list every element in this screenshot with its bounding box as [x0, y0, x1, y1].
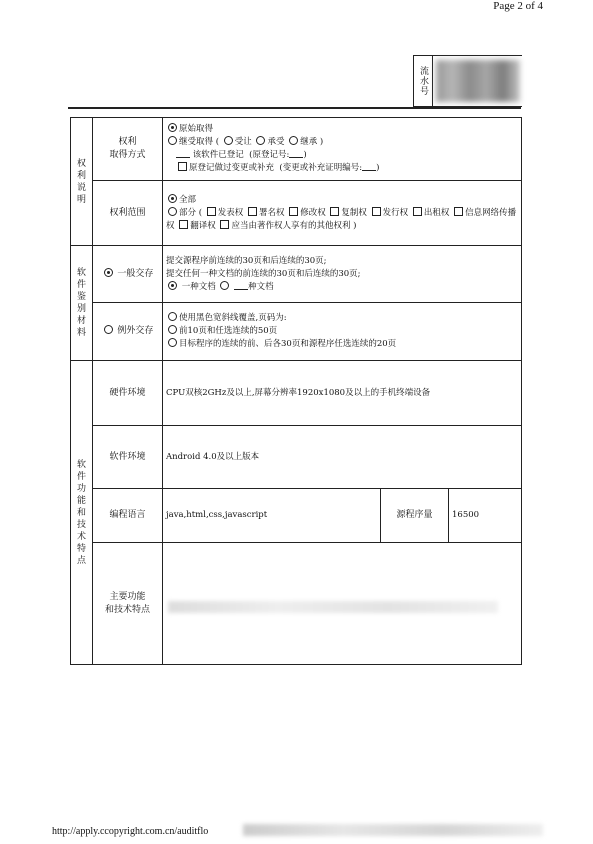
hardware-label: 硬件环境 — [93, 361, 163, 426]
registered-checkbox[interactable] — [176, 149, 190, 158]
exception-deposit-radio[interactable] — [104, 325, 113, 334]
inherit-radio[interactable] — [289, 136, 298, 145]
general-deposit-line2: 提交任何一种文档的前连续的30页和后连续的30页; — [166, 268, 361, 279]
scope-item-label: 应当由著作权人享有的其他权利 — [231, 220, 351, 231]
source-lines-label: 源程序量 — [381, 489, 449, 543]
general-deposit-row — [71, 246, 522, 303]
footer-url: http://apply.ccopyright.com.cn/auditflo — [52, 826, 209, 837]
exception-deposit-label-cell — [93, 303, 163, 361]
doc-one-radio[interactable] — [168, 281, 177, 290]
inherited-label: 继受取得 — [179, 137, 214, 147]
section-rights: 权利说明 — [71, 118, 93, 246]
registered-label: 该软件已登记 — [192, 150, 244, 160]
general-deposit-radio[interactable] — [104, 268, 113, 277]
scope-item-checkbox[interactable] — [207, 207, 216, 216]
scope-item-checkbox[interactable] — [330, 207, 339, 216]
section-materials: 软件鉴别材料 — [71, 246, 93, 361]
orig-reg-end: ) — [303, 150, 307, 160]
change-no-field[interactable] — [362, 162, 376, 171]
language-label: 编程语言 — [93, 489, 163, 543]
orig-reg-field[interactable] — [289, 149, 303, 158]
doc-kind-label: 种文档 — [248, 281, 274, 292]
footer-url-redacted — [243, 824, 543, 836]
hardware-value: CPU双核2GHz及以上,屏幕分辨率1920x1080及以上的手机终端设备 — [163, 361, 522, 426]
registration-form-table — [70, 117, 522, 665]
general-deposit-label-cell — [93, 246, 163, 303]
main-features-redacted — [168, 601, 498, 613]
language-row — [71, 489, 522, 543]
scope-item-checkbox[interactable] — [372, 207, 381, 216]
general-deposit-line1: 提交源程序前连续的30页和后连续的30页; — [166, 255, 327, 266]
assume-radio[interactable] — [256, 136, 265, 145]
exception-line1: 使用黑色宽斜线覆盖,页码为: — [179, 313, 287, 323]
scope-all-label: 全部 — [179, 194, 197, 205]
exception-deposit-label: 例外交存 — [117, 326, 154, 336]
exception-line2: 前10页和任选连续的50页 — [179, 326, 278, 336]
doc-one-label: 一种文档 — [181, 281, 216, 292]
original-label: 原始取得 — [179, 124, 214, 134]
scope-item-label: 出租权 — [423, 207, 450, 218]
scope-item-label: 修改权 — [300, 207, 326, 218]
doc-kind-radio[interactable] — [220, 281, 229, 290]
rights-acquisition-content: 原始取得 继受取得 ( 受让 承受 继承 ) 该软件已登记 (原登记号: ) 原登记做过变更或补充 (变更或补充证明编号: ) — [163, 118, 522, 181]
exception-line3: 目标程序的连续的前、后各30页和源程序任选连续的20页 — [179, 339, 397, 349]
exception-opt1-radio[interactable] — [168, 312, 177, 321]
change-no-label: (变更或补充证明编号: — [279, 163, 363, 173]
scope-item-checkbox[interactable] — [413, 207, 422, 216]
serial-number-redacted — [436, 60, 520, 102]
source-lines-value: 16500 — [449, 489, 522, 543]
exception-deposit-content — [163, 303, 522, 361]
rights-scope-label: 权利范围 — [93, 181, 163, 246]
rights-scope-content — [163, 181, 522, 246]
inherit-label: 继承 — [300, 137, 318, 147]
rights-acquisition-label: 权利 取得方式 — [93, 118, 163, 181]
scope-item-label: 发行权 — [382, 207, 409, 218]
scope-partial-radio[interactable] — [168, 207, 177, 216]
software-label: 软件环境 — [93, 426, 163, 489]
hardware-row — [71, 361, 522, 426]
assume-label: 承受 — [267, 137, 285, 147]
inherited-radio[interactable] — [168, 136, 177, 145]
scope-item-checkbox[interactable] — [289, 207, 298, 216]
rights-acquisition-row — [71, 118, 522, 181]
scope-paren-close: ) — [353, 220, 357, 231]
scope-item-label: 翻译权 — [190, 220, 216, 231]
serial-label: 流水号 — [414, 56, 433, 106]
transfer-label: 受让 — [234, 137, 252, 147]
scope-item-label: 复制权 — [341, 207, 367, 218]
header-rule — [68, 107, 521, 109]
main-features-label: 主要功能 和技术特点 — [93, 543, 163, 665]
doc-kind-field[interactable] — [234, 281, 248, 290]
scope-partial-label: 部分 — [179, 207, 197, 218]
exception-opt3-radio[interactable] — [168, 338, 177, 347]
general-deposit-content — [163, 246, 522, 303]
scope-item-label: 信息网络传播权 — [166, 207, 517, 231]
software-row — [71, 426, 522, 489]
changed-label: 原登记做过变更或补充 — [189, 163, 275, 173]
orig-reg-label: (原登记号: — [249, 150, 290, 160]
section-features: 软件功能和技术特点 — [71, 361, 93, 665]
scope-item-checkbox[interactable] — [454, 207, 463, 216]
scope-item-checkbox[interactable] — [179, 220, 188, 229]
scope-all-radio[interactable] — [168, 194, 177, 203]
main-features-content — [163, 543, 522, 665]
exception-opt2-radio[interactable] — [168, 325, 177, 334]
exception-deposit-row — [71, 303, 522, 361]
main-features-row — [71, 543, 522, 665]
scope-item-label: 署名权 — [258, 207, 285, 218]
rights-scope-row — [71, 181, 522, 246]
original-radio[interactable] — [168, 123, 177, 132]
change-no-end: ) — [376, 163, 380, 173]
general-deposit-label: 一般交存 — [117, 268, 154, 279]
scope-item-label: 发表权 — [217, 207, 244, 218]
changed-checkbox[interactable] — [178, 162, 187, 171]
page-number: Page 2 of 4 — [493, 0, 543, 12]
language-value: java,html,css,javascript — [163, 489, 381, 543]
scope-paren-open: ( — [198, 207, 203, 218]
scope-item-checkbox[interactable] — [248, 207, 257, 216]
transfer-radio[interactable] — [224, 136, 233, 145]
scope-item-checkbox[interactable] — [220, 220, 229, 229]
serial-number-box — [413, 55, 522, 107]
software-value: Android 4.0及以上版本 — [163, 426, 522, 489]
